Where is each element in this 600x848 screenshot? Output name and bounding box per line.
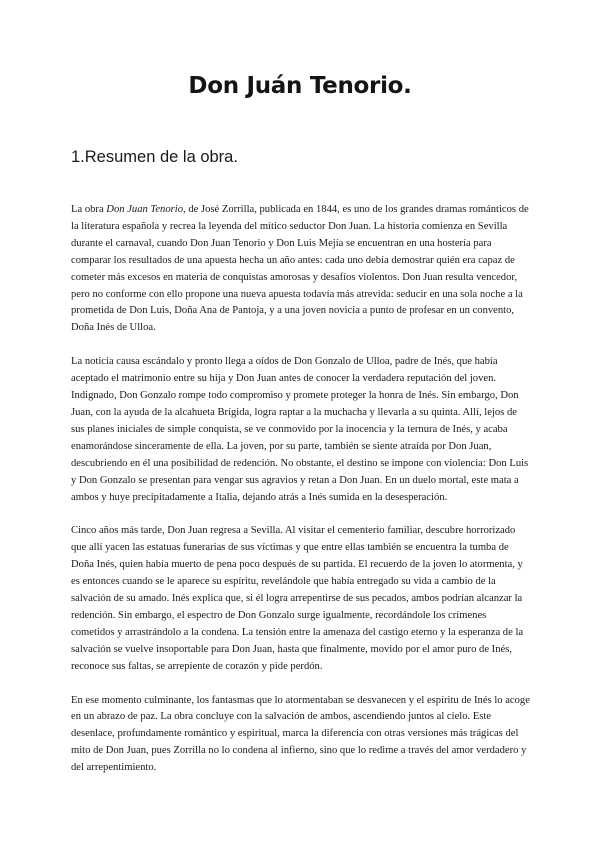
paragraph-4: En ese momento culminante, los fantasmas que lo atormentaban se desvanecen y el espíritu de Inés lo acoge en un abrazo de paz. La obra concluye con la salvación de ambos, ascendiendo juntos al cielo. Este desenlace, profundamente romántico y espiritual, marca la diferencia con otras versiones más trágicas del mito de Don Juan, pues Zorrilla no lo condena al infierno, sino que lo redime a través del amor verdadero y del arrepentimiento.: [71, 694, 530, 774]
paragraph-1-pre: La obra: [71, 204, 107, 215]
paragraph-1: [71, 202, 531, 337]
paragraph-1-post: , de José Zorrilla, publicada en 1844, es uno de los grandes dramas románticos de la literatura española y recrea la leyenda del mítico seductor Don Juan. La historia comienza en Sevilla durante el carnaval, cuando Don Juan Tenorio y Don Luis Mejía se encuentran en una hostería para comparar los resultados de una apuesta hecha un año antes: cada uno debía demostrar quién era capaz de cometer más excesos en materia de conquistas amorosas y desafíos violentos. Don Juan resulta vencedor, pero no conforme con ello propone una nueva apuesta todavía más atrevida: seducir en una sola noche a la prometida de Don Luis, Doña Ana de Pantoja, y a una joven novicia a punto de profesar en un convento, Doña Inés de Ulloa.: [71, 204, 529, 334]
work-title-italic: Don Juan Tenorio: [106, 204, 184, 215]
section-heading: 1.Resumen de la obra.: [71, 148, 238, 166]
document-title: Don Juán Tenorio.: [188, 73, 412, 99]
paragraph-2: La noticia causa escándalo y pronto llega a oídos de Don Gonzalo de Ulloa, padre de Inés, que había aceptado el matrimonio entre su hija y Don Juan antes de conocer la verdadera reputación del joven. Indignado, Don Gonzalo rompe todo compromiso y promete proteger la honra de Inés. Sin embargo, Don Juan, con la ayuda de la alcahueta Brígida, logra raptar a la muchacha y llevarla a su quinta. Allí, lejos de sus planes iniciales de simple conquista, se ve conmovido por la inocencia y la ternura de Inés, y acaba enamorándose sinceramente de ella. La joven, por su parte, también se siente atraída por Don Juan, descubriendo en él una posibilidad de redención. No obstante, el destino se impone con violencia: Don Luis y Don Gonzalo se presentan para vengar sus agravios y retan a Don Juan. En un duelo mortal, este mata a ambos y huye precipitadamente a Italia, dejando atrás a Inés sumida en la desesperación.: [71, 356, 529, 503]
paragraph-3: Cinco años más tarde, Don Juan regresa a Sevilla. Al visitar el cementerio familiar, descubre horrorizado que allí yacen las estatuas funerarias de sus víctimas y que entre ellas también se encuentra la tumba de Doña Inés, quien había muerto de pena poco después de su partida. El recuerdo de la joven lo atormenta, y es entonces cuando se le aparece su espíritu, revelándole que había entregado su vida a cambio de la salvación de su amado. Inés explica que, si él logra arrepentirse de sus pecados, ambos podrían alcanzar la redención. Sin embargo, el espectro de Don Gonzalo surge igualmente, recordándole los crímenes cometidos y arrastrándolo a la condena. La tensión entre la amenaza del castigo eterno y la esperanza de la salvación se vuelve insoportable para Don Juan, hasta que finalmente, movido por el amor puro de Inés, reconoce sus faltas, se arrepiente de corazón y pide perdón.: [71, 525, 524, 672]
document-body: [71, 202, 531, 794]
